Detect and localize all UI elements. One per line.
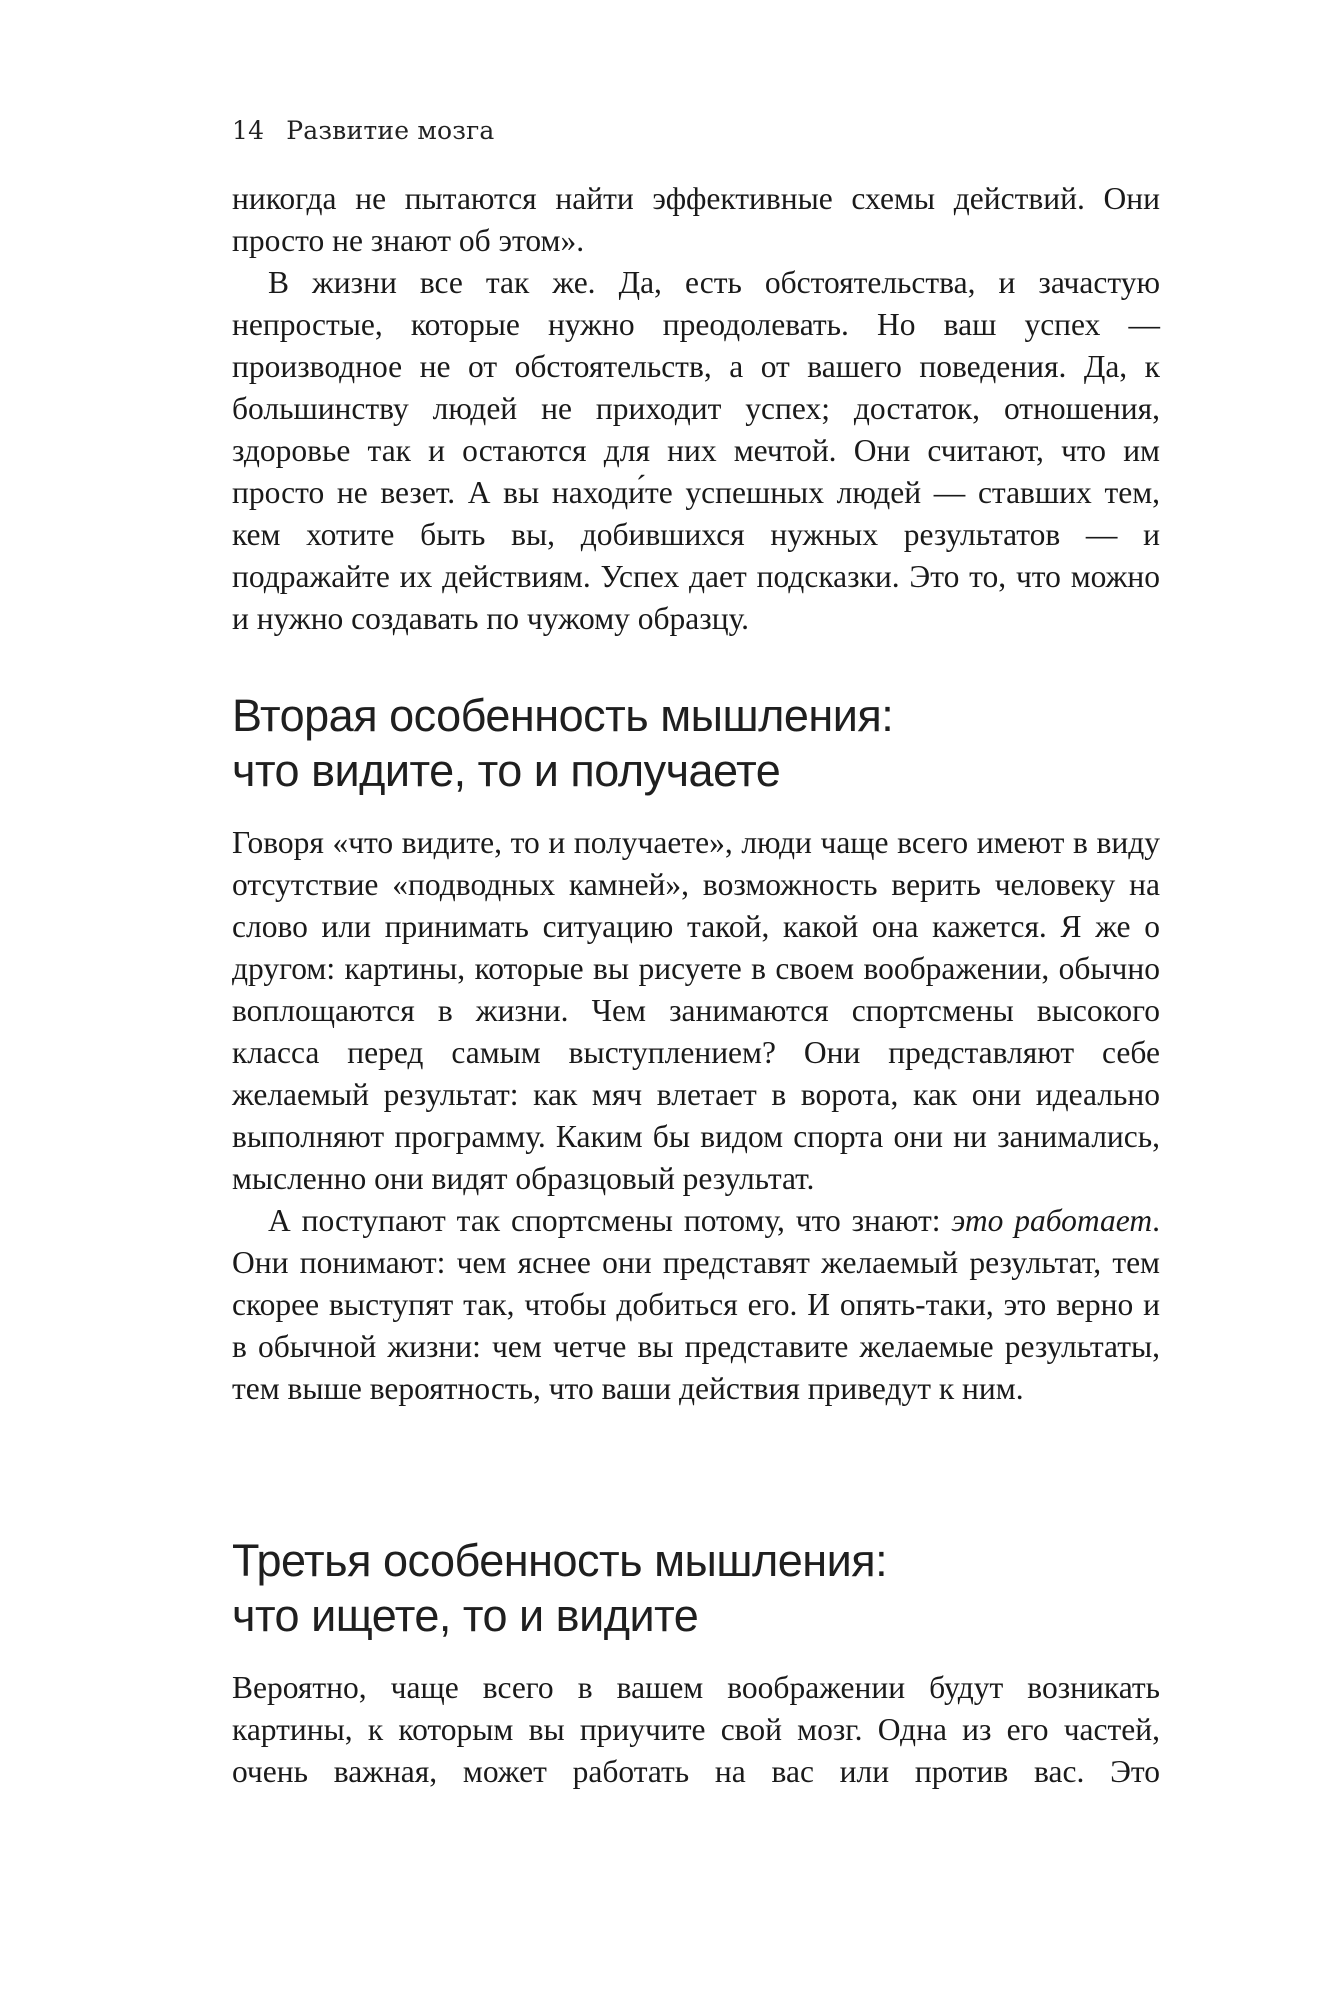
paragraph-what-you-see: Говоря «что видите, то и получаете», люди чаще всего имеют в виду отсутствие «подводных камней», возможность верить человеку на слово или принимать ситуацию такой, какой она кажется. Я же о другом: картины, которые вы рисуете в своем воображении, обычно воплощаются в жизни. Чем занимаются спортсмены высокого класса перед самым выступлением? Они представляют себе желаемый результат: как мяч влетает в ворота, как они идеально выполняют программу. Каким бы видом спорта они ни занимались, мысленно они видят образцовый результат. xyxy=(232,825,1160,1196)
heading-third-line1: Третья особенность мышления: xyxy=(232,1535,888,1586)
section-intro xyxy=(232,178,1160,640)
running-head xyxy=(232,116,495,145)
paragraph-life-success: В жизни все так же. Да, есть обстоятельства, и зачастую непростые, которые нужно преодолевать. Но ваш успех — производное не от обстоятельств, а от вашего поведения. Да, к большинству людей не приходит успех; достаток, отношения, здоровье так и остаются для них мечтой. Они считают, что им просто не везет. А вы находи́те успешных людей — ставших тем, кем хотите быть вы, добившихся нужных результатов — и подражайте их действиям. Успех дает подсказки. Это то, что можно и нужно создавать по чужому образцу. xyxy=(232,265,1160,636)
athletes-italic: это работает xyxy=(951,1203,1153,1238)
paragraph-athletes xyxy=(232,1200,1160,1410)
paragraph-continuation: никогда не пытаются найти эффективные схемы действий. Они просто не знают об этом». xyxy=(232,181,1160,258)
heading-second-line1: Вторая особенность мышления: xyxy=(232,690,894,741)
page-number: 14 xyxy=(232,116,265,145)
running-title: Развитие мозга xyxy=(286,116,495,145)
section-second-body xyxy=(232,822,1160,1410)
section-third-body xyxy=(232,1667,1160,1793)
heading-third-line2: что ищете, то и видите xyxy=(232,1590,699,1641)
heading-second-line2: что видите, то и получаете xyxy=(232,745,781,796)
section-heading-third xyxy=(232,1533,1160,1643)
section-heading-second xyxy=(232,688,1160,798)
paragraph-imagination: Вероятно, чаще всего в вашем воображении будут возникать картины, к которым вы приучите свой мозг. Одна из его частей, очень важная, может работать на вас или против вас. Это xyxy=(232,1670,1160,1789)
athletes-text-start: А поступают так спортсмены потому, что знают: xyxy=(268,1203,952,1238)
athletes-text-end: . Они понимают: чем яснее они представят желаемый результат, тем скорее выступят так, чтобы добиться его. И опять-таки, это верно и в обычной жизни: чем четче вы представите желаемые результаты, тем выше вероятность, что ваши действия приведут к ним. xyxy=(232,1203,1160,1406)
